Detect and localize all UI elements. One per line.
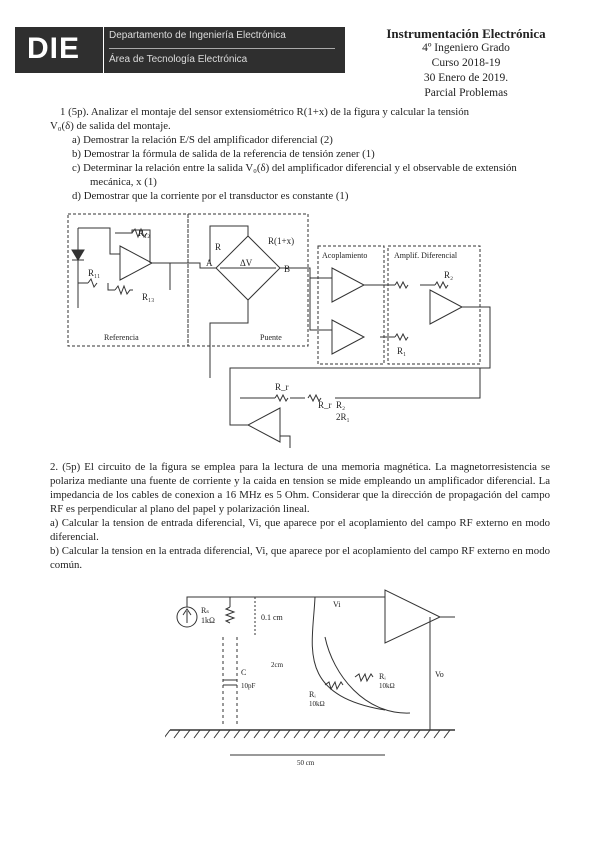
header-line: Curso 2018-19 (431, 57, 501, 69)
q1-intro-2: V₀(δ) de salida del montaje. (50, 120, 171, 132)
course-title: Instrumentación Electrónica (386, 26, 546, 41)
q2-statement: 2. (5p) El circuito de la figura se emplea para la lectura de una memoria magnética. La magnetorresistencia se polariza mediante una fuente de corriente y la caida en tension se mide empleando un amplificador diferencial. La impedancia de los cables de conexion a 16 MHz es 5 Ohm. Considerar que la dirección de propagación del campo RF es perpendicular al plano del papel y polarización lineal. (50, 461, 550, 515)
label-c: C (241, 668, 247, 677)
label-b: B (284, 264, 291, 274)
label-rr: R_r (275, 382, 289, 392)
label-a: A (206, 258, 213, 268)
diff-opamp (430, 290, 462, 324)
ri-2 (355, 674, 373, 681)
magnetic-memory-circuit (165, 585, 465, 775)
logo-rule (109, 48, 335, 49)
buffer-1 (332, 268, 364, 302)
question-1 (50, 105, 550, 203)
label-referencia: Referencia (104, 333, 139, 342)
q1-item: b) Demostrar la fórmula de salida de la referencia de tensión zener (1) (72, 148, 375, 160)
rs (226, 607, 234, 623)
label-rr2: R_r (318, 400, 332, 410)
label-r12: R₁₂ (138, 228, 151, 238)
header-line: 30 Enero de 2019. (423, 72, 509, 84)
ref-opamp (120, 246, 152, 280)
label-len: 50 cm (297, 759, 315, 767)
label-dist: 0.1 cm (261, 613, 283, 622)
logo-area: Área de Tecnología Electrónica (109, 54, 248, 65)
question-2 (50, 460, 550, 572)
label-puente: Puente (260, 333, 282, 342)
label-c-val: 10pF (241, 682, 256, 690)
label-r2: R₂ (444, 270, 454, 280)
r13 (115, 286, 133, 294)
strain-gauge-circuit (60, 208, 500, 458)
label-rs: Rₛ (201, 606, 210, 615)
q1-item: a) Demostrar la relación E/S del amplificador diferencial (2) (72, 134, 333, 146)
label-h: 2cm (271, 661, 284, 669)
q1-item: c) Determinar la relación entre la salida V₀(δ) del amplificador diferencial y el observable de extensión mecánica, x (1) (72, 162, 517, 188)
r11 (88, 279, 97, 287)
label-ampdif: Amplif. Diferencial (394, 251, 458, 260)
label-acoplamiento: Acoplamiento (322, 251, 368, 260)
label-rx: R(1+x) (268, 236, 295, 246)
q1-intro: 1 (5p). Analizar el montaje del sensor extensiométrico R(1+x) de la figura y calcular la tensión (60, 106, 470, 118)
acoplamiento-box (318, 246, 384, 364)
zener-diode (72, 250, 84, 260)
label-ri: Rᵢ (309, 690, 316, 699)
logo-divider (103, 27, 104, 73)
q1-items (60, 133, 550, 203)
q2-part-b: b) Calcular la tension en la entrada diferencial, Vi, que aparece por el acoplamiento del campo RF externo en modo común. (50, 545, 550, 571)
logo-acronym: DIE (27, 32, 81, 65)
header-line: Parcial Problemas (424, 87, 508, 99)
label-vo: Vo (435, 670, 444, 679)
ri-wire-2 (325, 637, 410, 713)
q1-item: d) Demostrar que la corriente por el transductor es constante (1) (72, 190, 349, 202)
label-frac-d: 2R₁ (336, 412, 350, 422)
integrator-opamp (248, 408, 280, 442)
label-vi: Vi (333, 600, 341, 609)
label-frac-n: R₂ (336, 400, 346, 410)
diff-amp (385, 590, 440, 643)
label-ri2-val: 10kΩ (379, 682, 395, 690)
die-logo (15, 27, 345, 73)
label-rs-val: 1kΩ (201, 616, 215, 625)
q2-part-a: a) Calcular la tension de entrada diferencial, Vi, que aparece por el acoplamiento del campo RF externo en modo diferencial. (50, 517, 550, 543)
label-r1: R₁ (397, 346, 407, 356)
buffer-2 (332, 320, 364, 354)
exam-header (376, 26, 556, 101)
label-dv: ΔV (240, 258, 253, 268)
label-ri-val: 10kΩ (309, 700, 325, 708)
logo-department: Departamento de Ingeniería Electrónica (109, 30, 286, 41)
header-line: 4º Ingeniero Grado (422, 42, 510, 54)
label-r13: R₁₃ (142, 292, 155, 302)
label-r: R (215, 242, 222, 252)
label-ri2: Rᵢ (379, 672, 386, 681)
ri-wire-1 (312, 597, 385, 710)
label-r11: R₁₁ (88, 268, 101, 278)
